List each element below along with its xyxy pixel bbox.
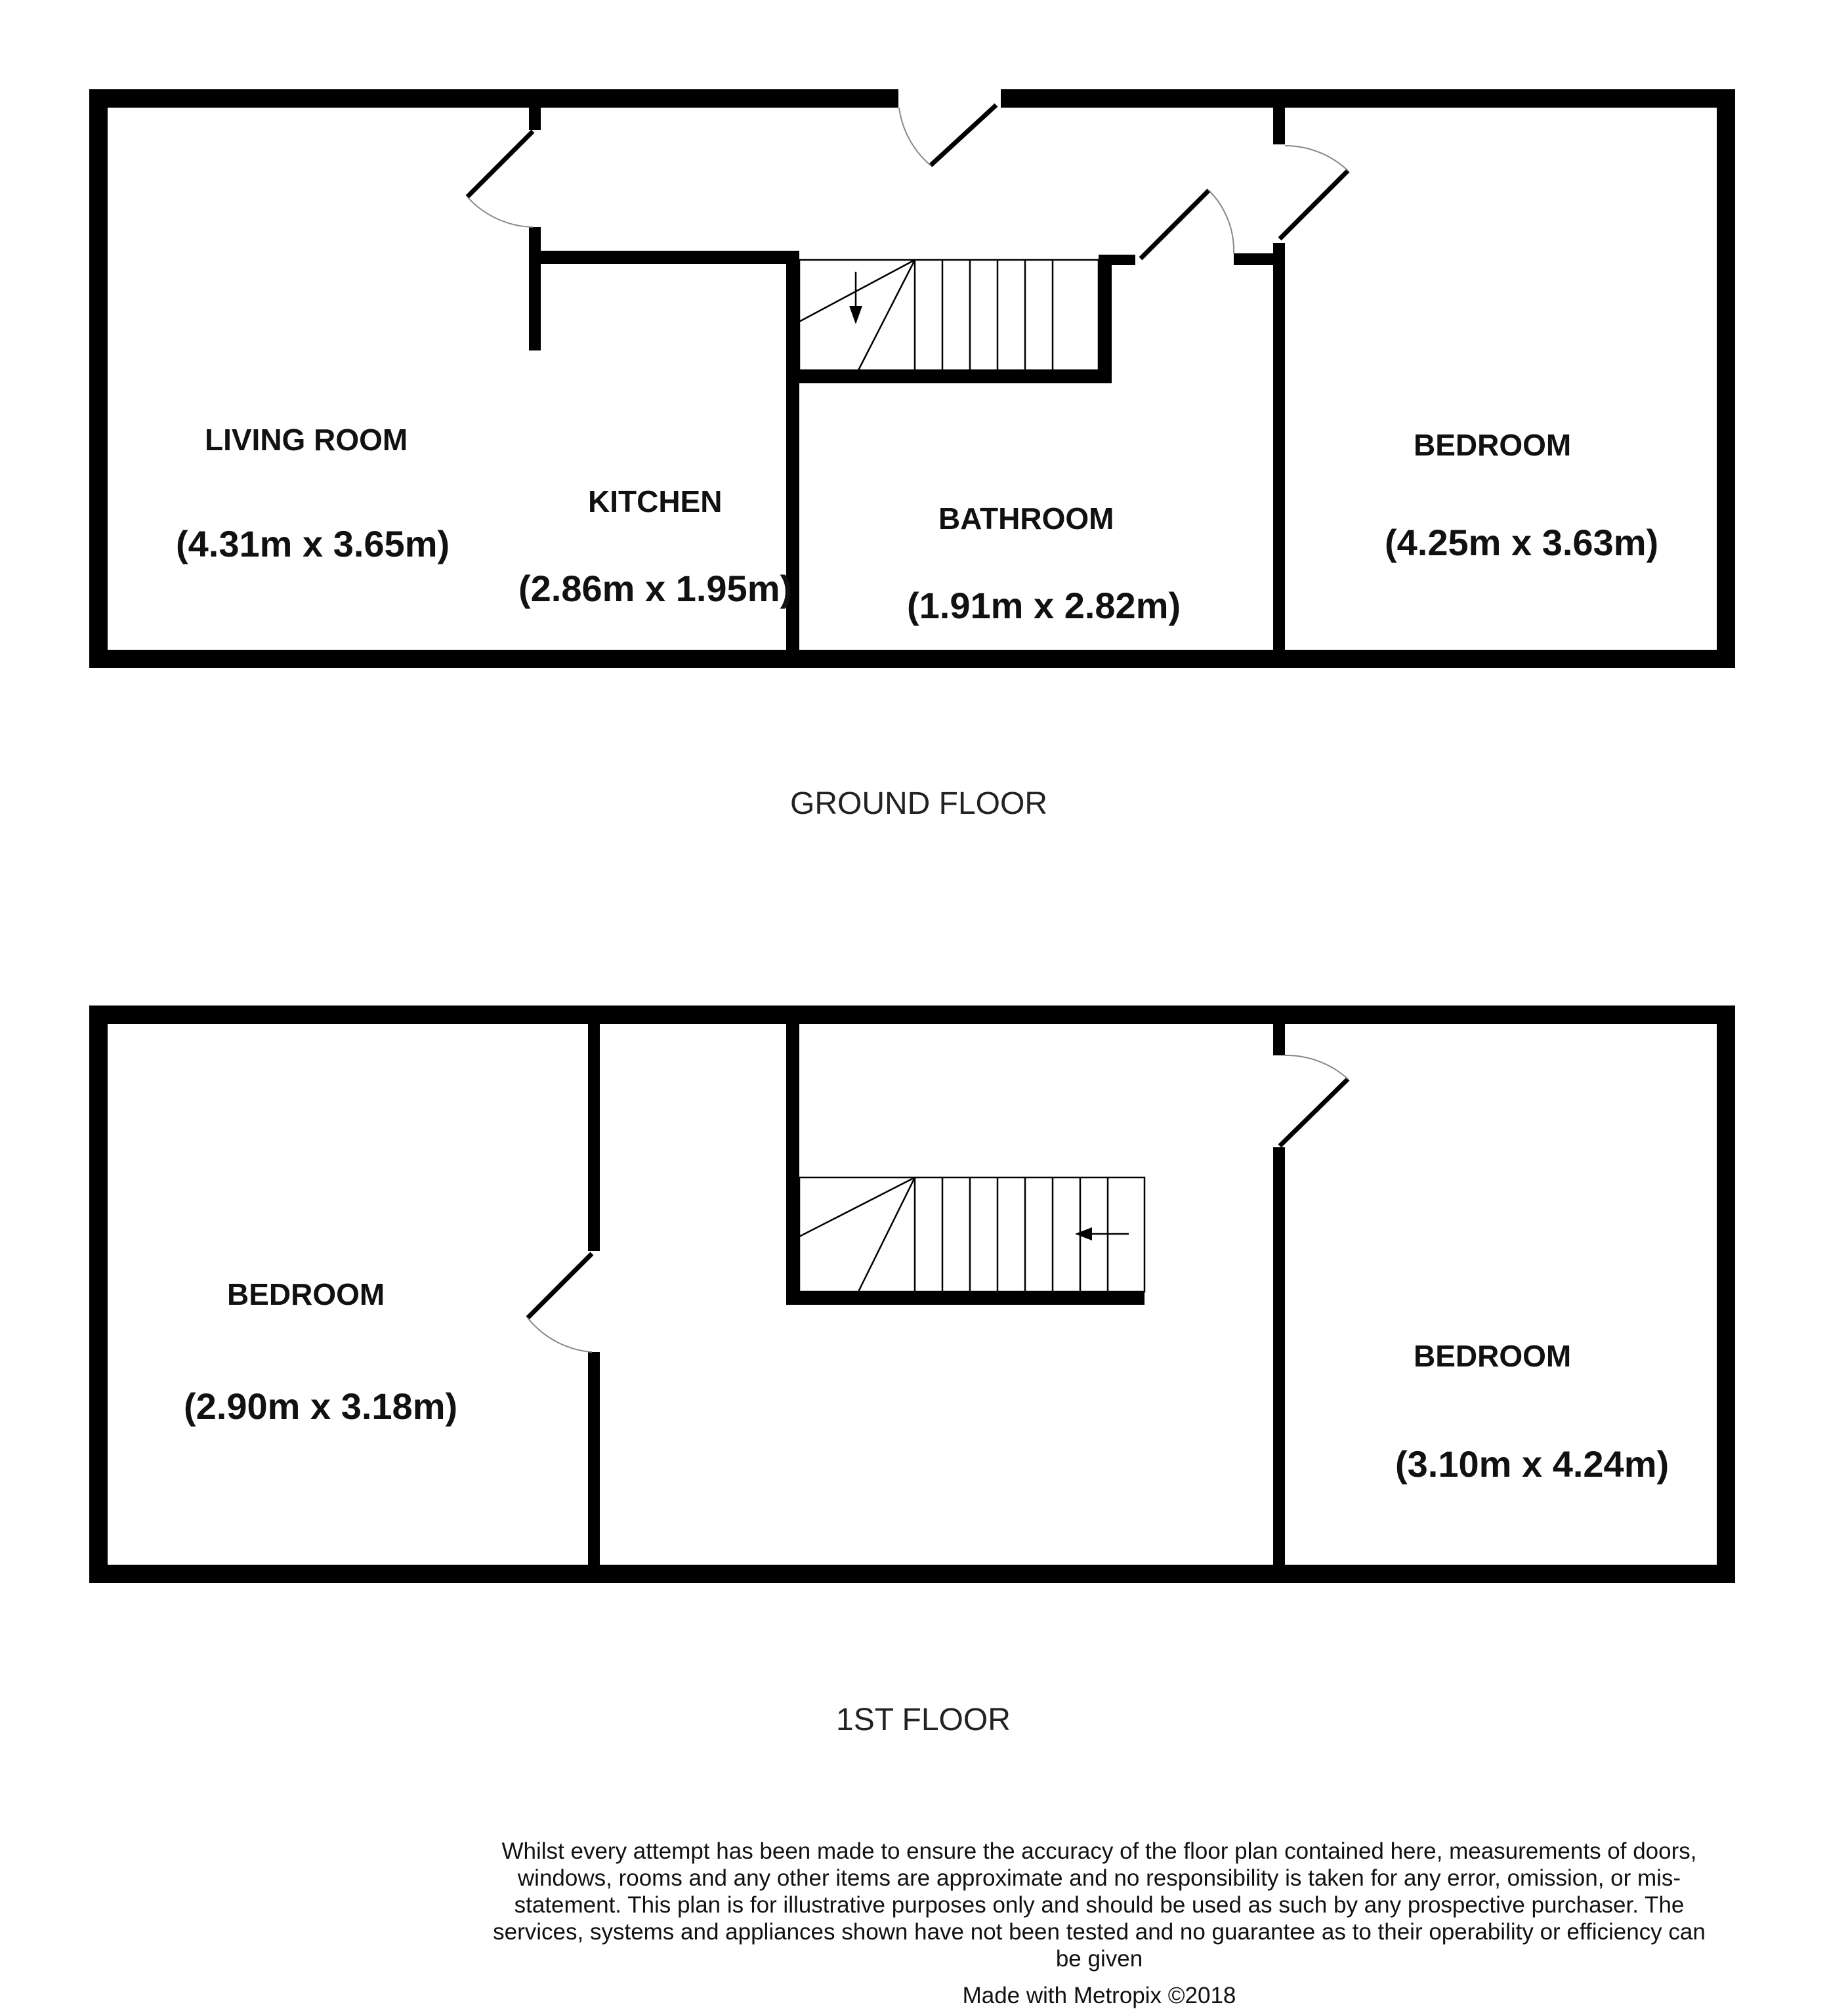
first-floor-label: 1ST FLOOR	[836, 1703, 1011, 1737]
gf-living-room-name: LIVING ROOM	[205, 423, 408, 457]
gf-top-wall-right	[1001, 89, 1735, 108]
gf-bottom-wall	[89, 650, 1735, 668]
gf-stair-bottom-wall	[799, 370, 1109, 383]
ff-left-wall	[89, 1006, 108, 1583]
ff-right-bedroom-door	[1280, 1055, 1348, 1146]
gf-partition-living-upper	[529, 108, 541, 130]
ff-top-wall	[89, 1006, 1735, 1024]
disclaimer-text: Whilst every attempt has been made to ensure the accuracy of the floor plan contained here, measurements of doors, windows, rooms and any other items are approximate and no responsibility is taken for any error, omission, or mis-statement. This plan is for illustrative purposes only and should be used as such by any prospective purchaser. The services, systems and appliances shown have not been tested and no guarantee as to their operability or efficiency can be given	[493, 1838, 1706, 1972]
ff-right-bedroom-name: BEDROOM	[1414, 1339, 1572, 1373]
ground-floor-label: GROUND FLOOR	[790, 786, 1048, 821]
gf-stair-right-stub	[1099, 255, 1135, 265]
gf-left-wall	[89, 89, 108, 668]
ff-right-bedroom-dimensions: (3.10m x 4.24m)	[1395, 1443, 1670, 1485]
credit-text: Made with Metropix ©2018	[962, 1983, 1236, 2008]
gf-bedroom-dimensions: (4.25m x 3.63m)	[1385, 522, 1659, 563]
gf-bedroom-wall-lower	[1273, 243, 1285, 650]
gf-top-wall-left	[89, 89, 898, 108]
gf-kitchen-name: KITCHEN	[588, 484, 723, 519]
gf-bathroom-dimensions: (1.91m x 2.82m)	[907, 585, 1181, 626]
ff-stair-bottom-wall	[786, 1292, 1144, 1305]
ff-staircase	[799, 1177, 1144, 1292]
ff-right-bedroom-wall-lower	[1273, 1147, 1285, 1565]
ff-stair-left-wall	[786, 1024, 799, 1302]
ff-left-bedroom-door	[528, 1254, 592, 1352]
ff-left-bedroom-name: BEDROOM	[227, 1277, 385, 1311]
gf-bathroom-name: BATHROOM	[938, 501, 1114, 536]
gf-hall-stub	[1234, 253, 1274, 265]
gf-bathroom-door	[1141, 190, 1234, 259]
ff-left-bedroom-dimensions: (2.90m x 3.18m)	[184, 1386, 458, 1427]
ff-right-wall	[1717, 1006, 1735, 1583]
ff-left-bedroom-wall-upper	[588, 1024, 600, 1251]
gf-right-wall	[1717, 89, 1735, 668]
gf-front-door	[899, 105, 996, 165]
gf-kitchen-top-wall	[541, 251, 795, 264]
ff-bottom-wall	[89, 1565, 1735, 1583]
first-floor-plan	[89, 1006, 1735, 1737]
gf-bedroom-wall-upper	[1273, 108, 1285, 144]
gf-staircase	[799, 260, 1099, 370]
gf-living-room-door	[467, 131, 533, 227]
gf-bedroom-door	[1280, 146, 1348, 239]
ground-floor-plan	[89, 89, 1735, 821]
gf-partition-living-lower	[529, 227, 541, 350]
gf-bedroom-name: BEDROOM	[1414, 428, 1572, 462]
gf-kitchen-dimensions: (2.86m x 1.95m)	[518, 568, 793, 609]
ff-right-bedroom-wall-upper	[1273, 1024, 1285, 1055]
gf-living-room-dimensions: (4.31m x 3.65m)	[176, 523, 450, 564]
ff-left-bedroom-wall-lower	[588, 1352, 600, 1565]
gf-stair-right-wall	[1099, 255, 1112, 383]
